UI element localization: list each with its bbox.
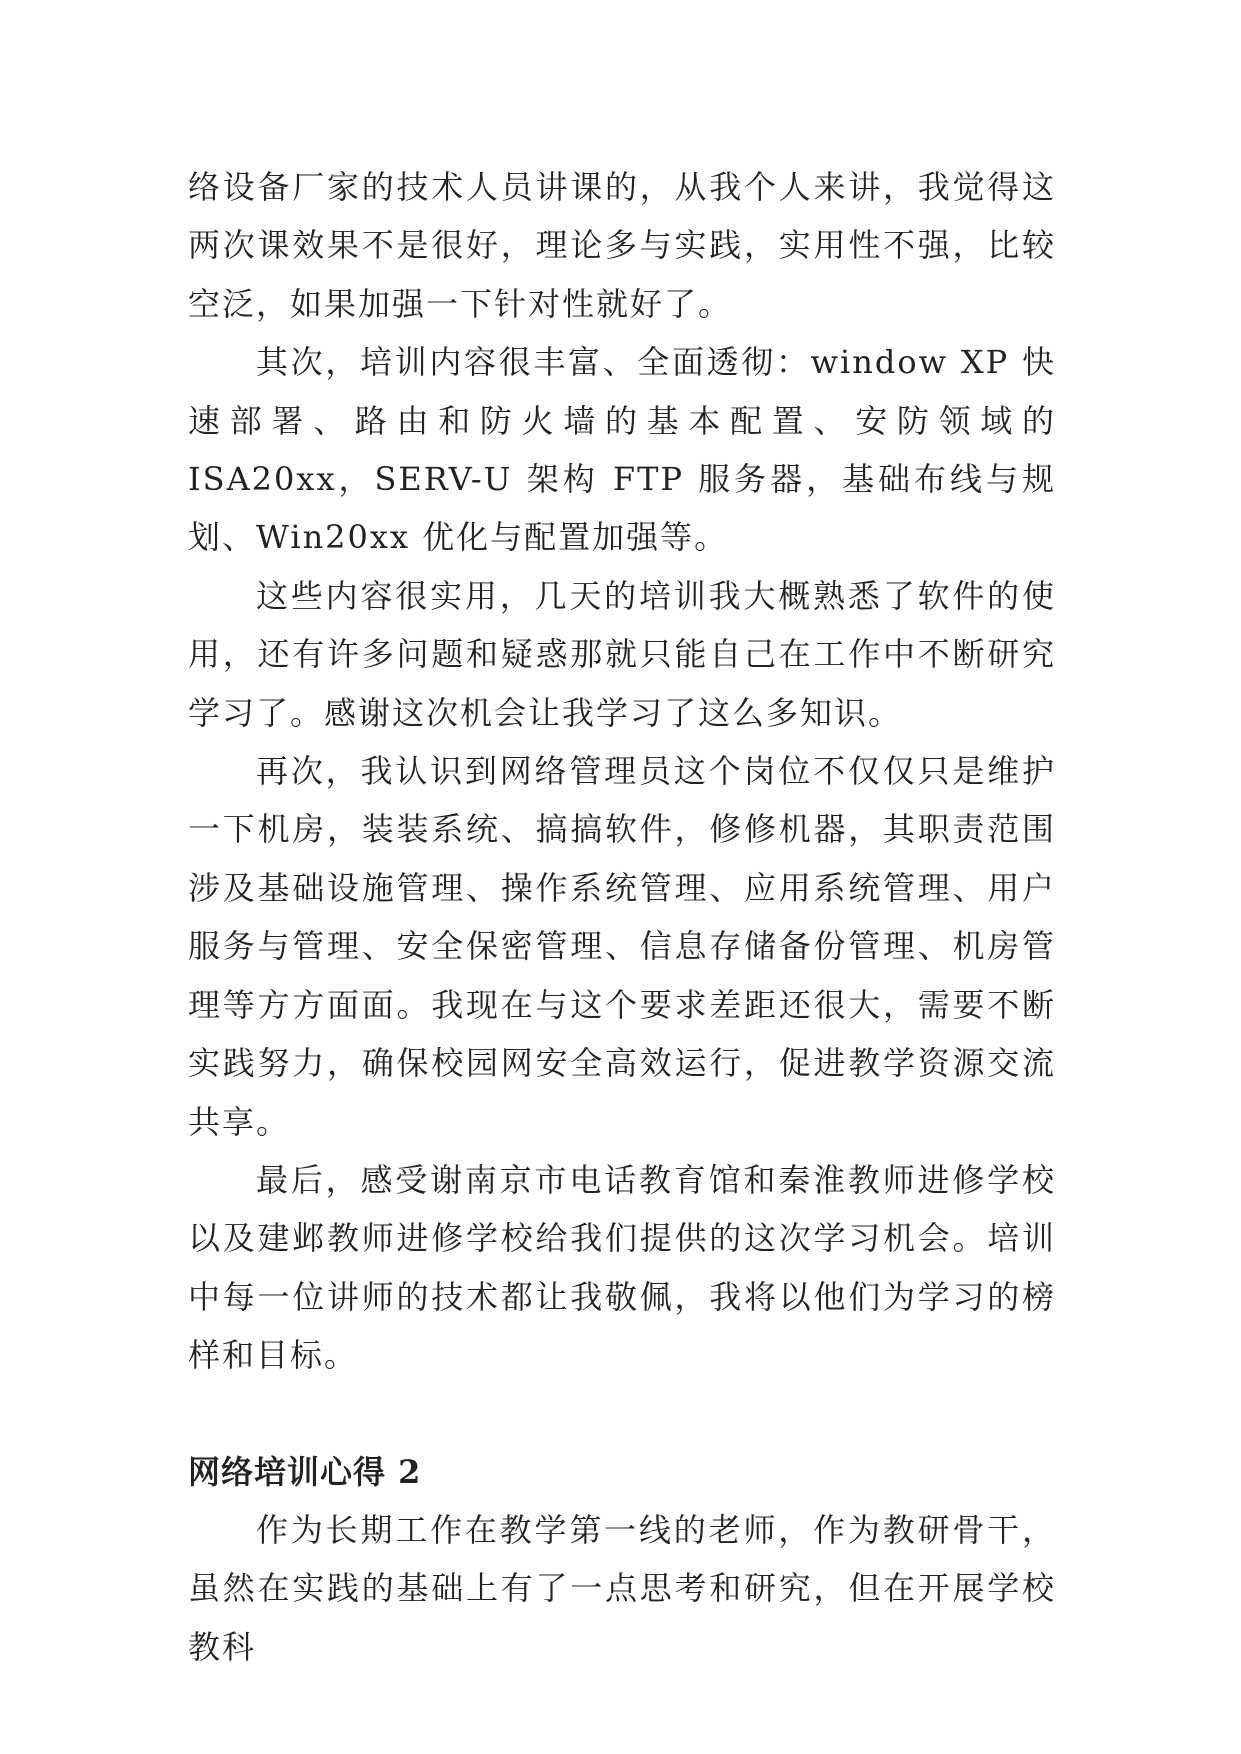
paragraph-network-admin-role: 再次，我认识到网络管理员这个岗位不仅仅只是维护一下机房，装装系统、搞搞软件，修修机器，其职责范围涉及基础设施管理、操作系统管理、应用系统管理、用户服务与管理、安全保密管理、信息存储备份管理、机房管理等方方面面。我现在与这个要求差距还很大，需要不断实践努力，确保校园网安全高效运行，促进教学资源交流共享。 bbox=[188, 752, 1056, 1141]
paragraph-thanks: 最后，感受谢南京市电话教育馆和秦淮教师进修学校以及建邺教师进修学校给我们提供的这次学习机会。培训中每一位讲师的技术都让我敬佩，我将以他们为学习的榜样和目标。 bbox=[188, 1160, 1056, 1375]
paragraph-training-content: 其次，培训内容很丰富、全面透彻：window XP 快速部署、路由和防火墙的基本配置、安防领域的 ISA20xx，SERV-U 架构 FTP 服务器，基础布线与规划、Win20xx 优化与配置加强等。 bbox=[188, 343, 1056, 557]
document-body bbox=[188, 158, 1056, 1676]
paragraph-continued: 络设备厂家的技术人员讲课的，从我个人来讲，我觉得这两次课效果不是很好，理论多与实践，实用性不强，比较空泛，如果加强一下针对性就好了。 bbox=[188, 168, 1056, 323]
paragraph-practical: 这些内容很实用，几天的培训我大概熟悉了软件的使用，还有许多问题和疑惑那就只能自己在工作中不断研究学习了。感谢这次机会让我学习了这么多知识。 bbox=[188, 576, 1056, 732]
paragraph-section2-intro: 作为长期工作在教学第一线的老师，作为教研骨干，虽然在实践的基础上有了一点思考和研究，但在开展学校教科 bbox=[188, 1510, 1056, 1666]
section-heading: 网络培训心得 2 bbox=[188, 1452, 422, 1491]
